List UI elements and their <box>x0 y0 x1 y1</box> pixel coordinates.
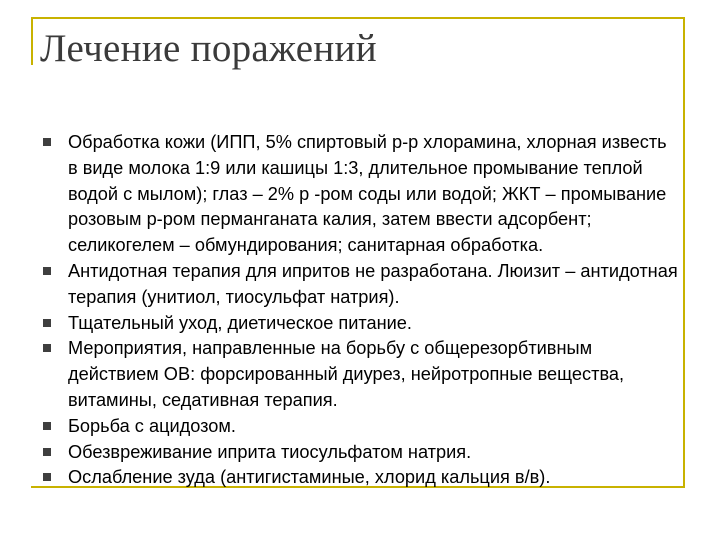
bullet-item <box>43 130 679 259</box>
bullet-item <box>43 336 679 413</box>
frame-right-line <box>683 17 685 487</box>
square-bullet-icon <box>43 138 51 146</box>
bullet-text: Обезвреживание иприта тиосульфатом натрия. <box>68 441 472 462</box>
bullet-list <box>43 130 679 491</box>
square-bullet-icon <box>43 448 51 456</box>
slide-title: Лечение поражений <box>40 27 377 70</box>
frame-left-line <box>31 17 33 65</box>
bullet-text: Борьба с ацидозом. <box>68 415 236 436</box>
square-bullet-icon <box>43 344 51 352</box>
square-bullet-icon <box>43 267 51 275</box>
bullet-item <box>43 440 679 466</box>
square-bullet-icon <box>43 473 51 481</box>
bullet-item <box>43 414 679 440</box>
bullet-item <box>43 465 679 491</box>
bullet-text: Антидотная терапия для ипритов не разработана. Люизит – антидотная терапия (унитиол, тиосульфат натрия). <box>68 260 678 307</box>
square-bullet-icon <box>43 319 51 327</box>
frame-top-line <box>31 17 684 19</box>
bullet-text: Обработка кожи (ИПП, 5% спиртовый р-р хлорамина, хлорная известь в виде молока 1:9 или кашицы 1:3, длительное промывание теплой водой с мылом); глаз – 2% р -ром соды или водой; ЖКТ – промывание розовым р-ром перманганата калия, затем ввести адсорбент; селикогелем – обмундирования; санитарная обработка. <box>68 132 667 256</box>
bullet-text: Тщательный уход, диетическое питание. <box>68 312 412 333</box>
bullet-item <box>43 311 679 337</box>
bullet-text: Мероприятия, направленные на борьбу с общерезорбтивным действием ОВ: форсированный диурез, нейротропные вещества, витамины, седативная терапия. <box>68 338 625 410</box>
bullet-item <box>43 259 679 311</box>
square-bullet-icon <box>43 422 51 430</box>
bullet-text: Ослабление зуда (антигистаминые, хлорид кальция в/в). <box>68 467 551 488</box>
